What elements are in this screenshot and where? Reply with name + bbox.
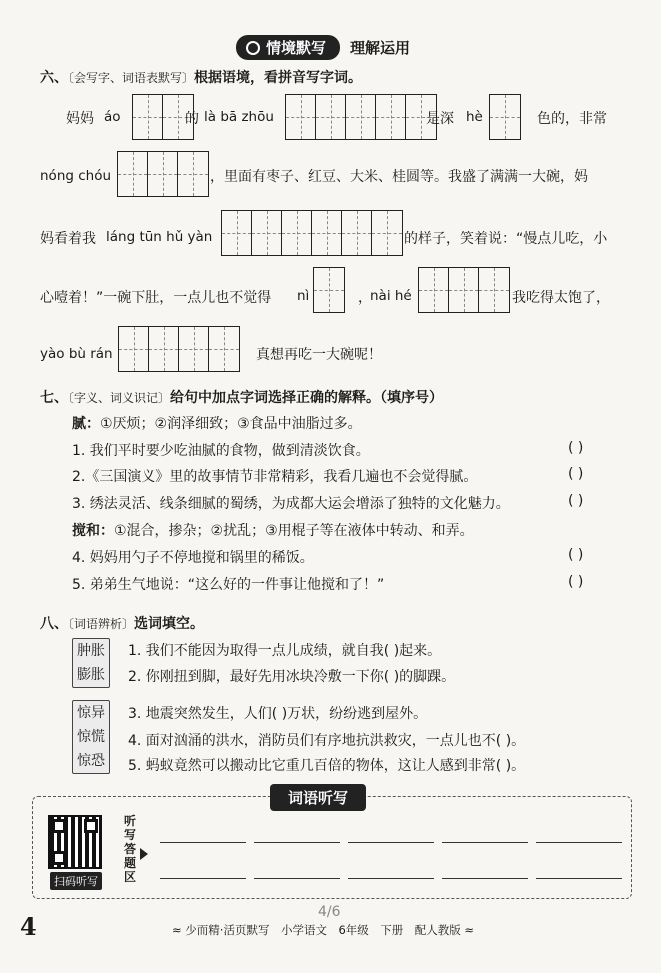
sec7-item5: 5. 弟弟生气地说：“这么好的一件事让他搅和了！” [72, 577, 385, 593]
sec8-item4: 4. 面对汹涌的洪水，消防员们有序地抗洪救灾，一点儿也不( )。 [128, 733, 526, 749]
write-line[interactable] [254, 842, 340, 843]
word-option: 惊慌 [77, 729, 105, 745]
qr-label: 扫码听写 [50, 872, 102, 890]
sec7-def2: 搅和：①混合，掺杂；②扰乱；③用棍子等在液体中转动、和弄。 [72, 523, 474, 539]
answer-paren-5[interactable]: ( ) [568, 574, 584, 590]
s6-l3-b: 的样子，笑着说：“慢点儿吃，小 [404, 231, 608, 247]
sec7-item2: 2.《三国演义》里的故事情节非常精彩，我看几遍也不会觉得腻。 [72, 469, 478, 485]
answer-boxes-3[interactable] [489, 94, 521, 140]
header-subtitle: 理解运用 [350, 39, 411, 57]
word-option: 肿胀 [77, 643, 105, 659]
sec7-heading: 七、〔字义、词义识记〕给句中加点字词选择正确的解释。（填序号） [40, 390, 444, 406]
write-line[interactable] [160, 842, 246, 843]
sec8-heading: 八、〔词语辨析〕选词填空。 [40, 616, 205, 632]
s6-l1-p1: áo [104, 109, 121, 125]
sec7-item4: 4. 妈妈用勺子不停地搅和锅里的稀饭。 [72, 550, 314, 566]
answer-paren-2[interactable]: ( ) [568, 466, 584, 482]
s6-l1-p2: là bā zhōu [204, 109, 274, 125]
word-group-1 [72, 638, 110, 688]
word-group-2 [72, 700, 110, 774]
sec8-item1: 1. 我们不能因为取得一点儿成绩，就自我( )起来。 [128, 643, 442, 659]
sec8-item3: 3. 地震突然发生，人们( )万状，纷纷逃到屋外。 [128, 706, 428, 722]
s6-l2-p1: nóng chóu [40, 168, 112, 184]
sec7-item3: 3. 绣法灵活、线条细腻的蜀绣，为成都大运会增添了独特的文化魅力。 [72, 496, 510, 512]
sec6-heading: 六、〔会写字、词语表默写〕根据语境，看拼音写字词。 [40, 70, 363, 86]
s6-l1-b: 的 [185, 111, 199, 127]
answer-paren-3[interactable]: ( ) [568, 493, 584, 509]
word-option: 惊恐 [77, 753, 105, 769]
s6-l1-c: 是深 [426, 111, 454, 127]
qr-code[interactable] [48, 815, 102, 869]
header-badge: 情境默写 [236, 35, 340, 60]
s6-l1-p3: hè [466, 109, 483, 125]
write-line[interactable] [254, 878, 340, 879]
write-line[interactable] [536, 842, 622, 843]
s6-l2-a: ，里面有枣子、红豆、大米、桂圆等。我盛了满满一大碗，妈 [210, 169, 588, 185]
write-line[interactable] [442, 878, 528, 879]
write-line[interactable] [160, 878, 246, 879]
s6-l3-p1: láng tūn hǔ yàn [106, 229, 213, 245]
s6-l4-b: ， [358, 290, 372, 306]
answer-paren-1[interactable]: ( ) [568, 440, 584, 456]
s6-l5-a: 真想再吃一大碗呢！ [256, 347, 382, 363]
sec7-def1: 腻：①厌烦；②润泽细致；③食品中油脂过多。 [72, 416, 362, 432]
s6-l1-a: 妈妈 [66, 111, 94, 127]
answer-boxes-8[interactable] [118, 326, 240, 372]
dictation-side-label: 听写答题区 [124, 814, 137, 884]
write-line[interactable] [442, 842, 528, 843]
header [236, 35, 410, 60]
s6-l4-a: 心噎着！”一碗下肚，一点儿也不觉得 [40, 290, 272, 306]
word-option: 惊异 [77, 705, 105, 721]
s6-l4-p2: nài hé [370, 288, 412, 304]
s6-l1-d: 色的，非常 [537, 111, 607, 127]
answer-boxes-4[interactable] [117, 151, 209, 197]
answer-boxes-2[interactable] [285, 94, 437, 140]
sec8-item5: 5. 蚂蚁竟然可以搬动比它重几百倍的物体，这让人感到非常( )。 [128, 758, 526, 774]
s6-l4-c: 我吃得太饱了， [512, 290, 610, 306]
sec8-item2: 2. 你刚扭到脚，最好先用冰块冷敷一下你( )的脚踝。 [128, 669, 456, 685]
footer-text: ≈ 少而精·活页默写 小学语文 6年级 下册 配人教版 ≈ [172, 923, 475, 937]
headphone-icon [246, 41, 260, 55]
dictation-panel [32, 796, 632, 899]
answer-boxes-6[interactable] [313, 267, 345, 313]
answer-boxes-7[interactable] [418, 267, 510, 313]
write-line[interactable] [536, 878, 622, 879]
s6-l3-a: 妈看着我 [40, 231, 96, 247]
page-number: 4 [20, 912, 37, 941]
answer-boxes-5[interactable] [221, 210, 403, 256]
sec7-item1: 1. 我们平时要少吃油腻的食物，做到清淡饮食。 [72, 443, 370, 459]
write-line[interactable] [348, 878, 434, 879]
word-option: 膨胀 [77, 667, 105, 683]
answer-paren-4[interactable]: ( ) [568, 547, 584, 563]
s6-l5-p1: yào bù rán [40, 346, 113, 362]
write-line[interactable] [348, 842, 434, 843]
arrow-right-icon [140, 848, 148, 860]
pager: 4/6 [318, 904, 341, 920]
dictation-title: 词语听写 [270, 784, 366, 811]
s6-l4-p1: nì [297, 288, 310, 304]
